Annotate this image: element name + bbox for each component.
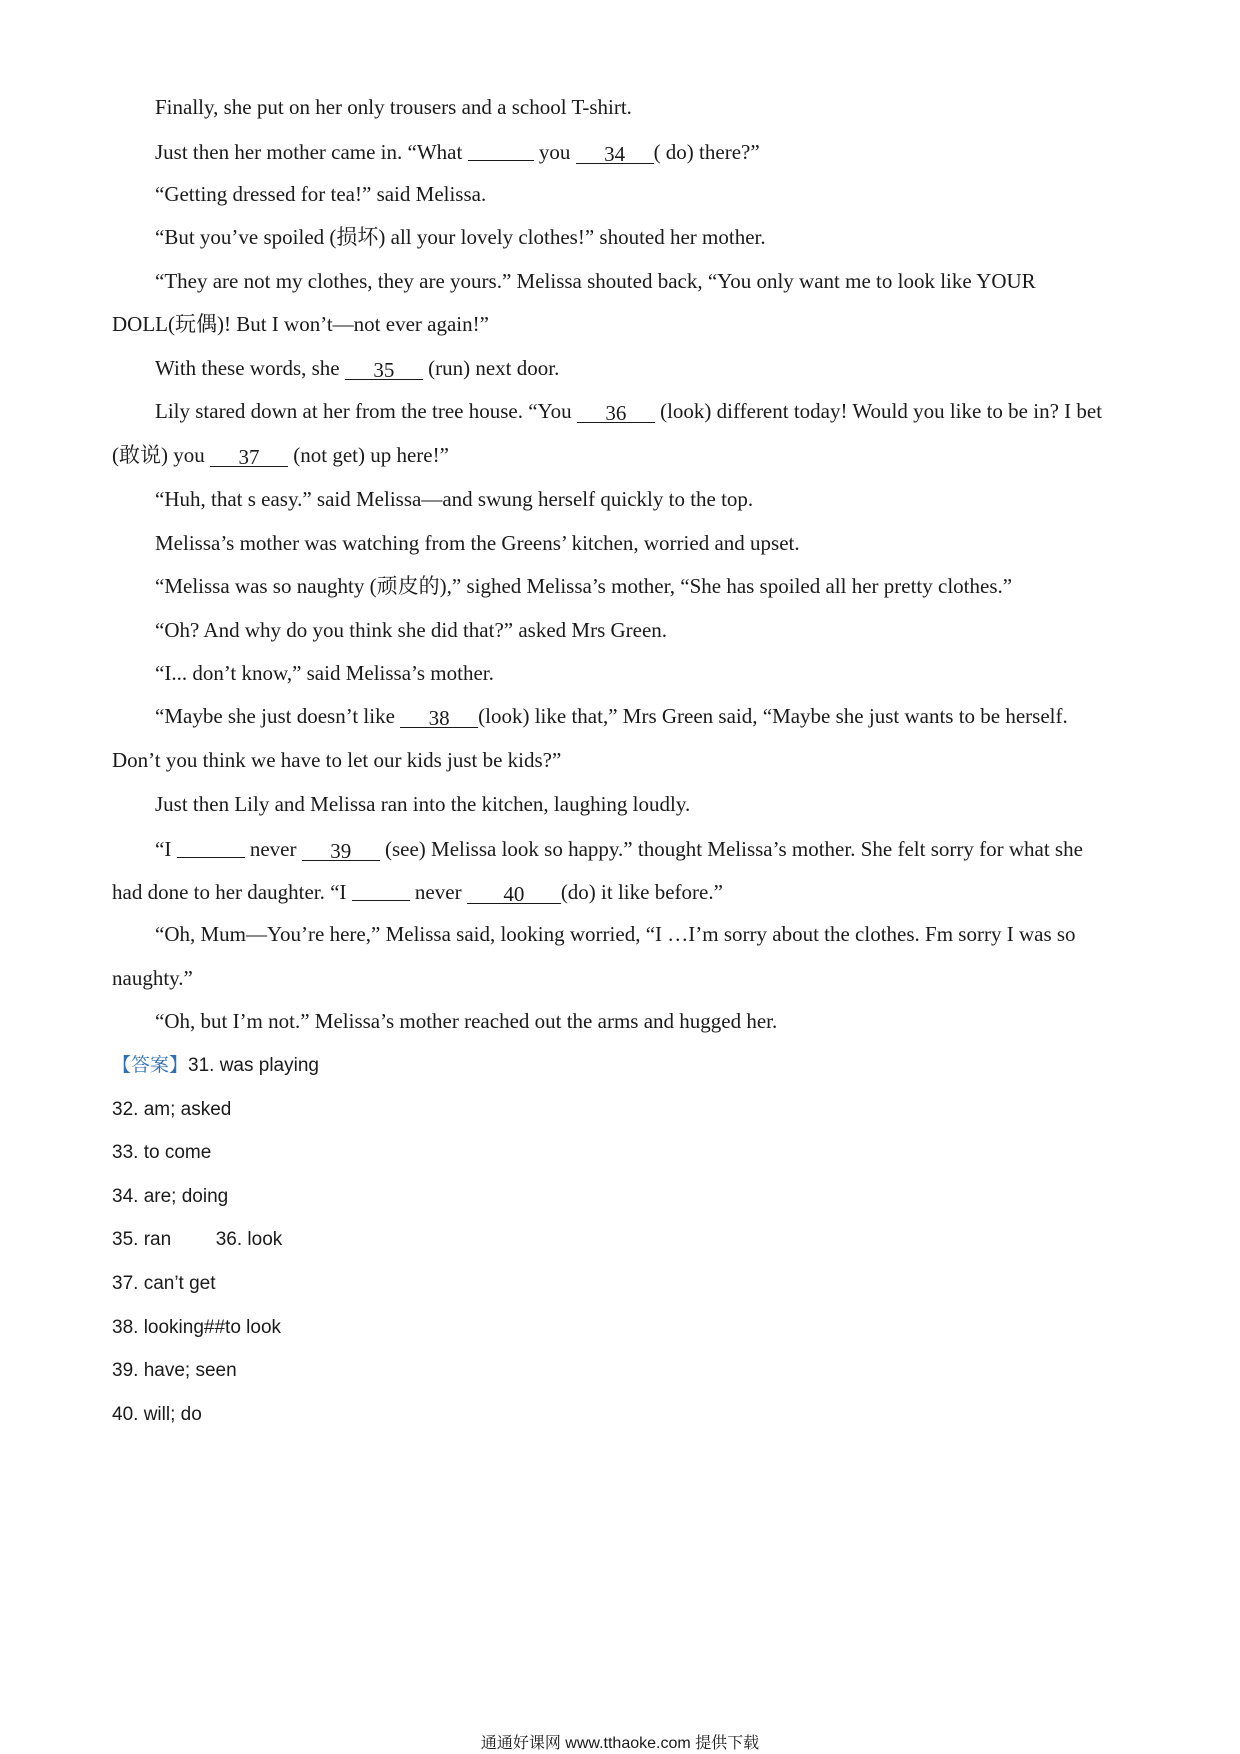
passage-line-q35: With these words, she 35 (run) next door. [155,356,560,382]
question-blank-38: 38 [400,707,478,728]
answer-32: 32. am; asked [112,1099,232,1120]
passage-line-q36: Lily stared down at her from the tree house. “You 36 (look) different today! Would you like to be in? I bet [155,399,1103,425]
fill-blank [468,140,534,161]
passage-line-q40: had done to her daughter. “I never 40 (do) it like before.” [112,880,723,906]
passage-line-q37: (敢说) you 37 (not get) up here!” [112,443,449,469]
passage-line-q34: Just then her mother came in. “What you 34 ( do) there?” [155,140,760,166]
passage-line: DOLL(玩偶)! But I won’t—not ever again!” [112,312,489,336]
answer-34: 34. are; doing [112,1186,229,1207]
passage-line: Just then Lily and Melissa ran into the kitchen, laughing loudly. [155,792,691,816]
answer-heading [112,1056,319,1075]
passage-line: “Oh, but I’m not.” Melissa’s mother reached out the arms and hugged her. [155,1009,778,1033]
passage-line: Melissa’s mother was watching from the Greens’ kitchen, worried and upset. [155,531,800,555]
passage-line-q39: “I never 39 (see) Melissa look so happy.” thought Melissa’s mother. She felt sorry for what she [155,837,1083,863]
passage-line: Don’t you think we have to let our kids just be kids?” [112,748,562,772]
question-blank-36: 36 [577,402,655,423]
question-blank-40: 40 [467,883,561,904]
answer-40: 40. will; do [112,1404,202,1425]
passage-line: “Melissa was so naughty (顽皮的),” sighed Melissa’s mother, “She has spoiled all her pretty clothes.” [155,574,1013,598]
question-blank-35: 35 [345,359,423,380]
answer-38: 38. looking##to look [112,1317,282,1338]
answer-37: 37. can’t get [112,1273,216,1294]
passage-line: “I... don’t know,” said Melissa’s mother. [155,661,494,685]
answer-36: 36. look [215,1229,283,1250]
question-blank-34: 34 [576,143,654,164]
answer-39: 39. have; seen [112,1360,237,1381]
passage-line: “Getting dressed for tea!” said Melissa. [155,182,487,206]
passage-line: naughty.” [112,966,193,990]
passage-line: “But you’ve spoiled (损坏) all your lovely clothes!” shouted her mother. [155,225,766,249]
answer-row-35-36 [112,1230,282,1249]
passage-line: “Huh, that s easy.” said Melissa—and swung herself quickly to the top. [155,487,754,511]
answer-tag: 【答案】 [112,1055,189,1076]
question-blank-39: 39 [302,840,380,861]
passage-line: Finally, she put on her only trousers and a school T-shirt. [155,95,632,119]
answer-31: 31. was playing [188,1055,319,1076]
page-footer: 通通好课网 www.tthaoke.com 提供下载 [480,1735,760,1752]
answer-33: 33. to come [112,1142,212,1163]
passage-line: “Oh? And why do you think she did that?” asked Mrs Green. [155,618,668,642]
passage-line-q38: “Maybe she just doesn’t like 38 (look) like that,” Mrs Green said, “Maybe she just wants to be herself. [155,704,1068,730]
passage-line: “They are not my clothes, they are yours.” Melissa shouted back, “You only want me to look like YOUR [155,269,1036,293]
fill-blank [177,837,245,858]
answer-35: 35. ran [112,1229,172,1250]
fill-blank [352,880,410,901]
question-blank-37: 37 [210,446,288,467]
passage-line: “Oh, Mum—You’re here,” Melissa said, looking worried, “I …I’m sorry about the clothes. Fm sorry I was so [155,922,1076,946]
